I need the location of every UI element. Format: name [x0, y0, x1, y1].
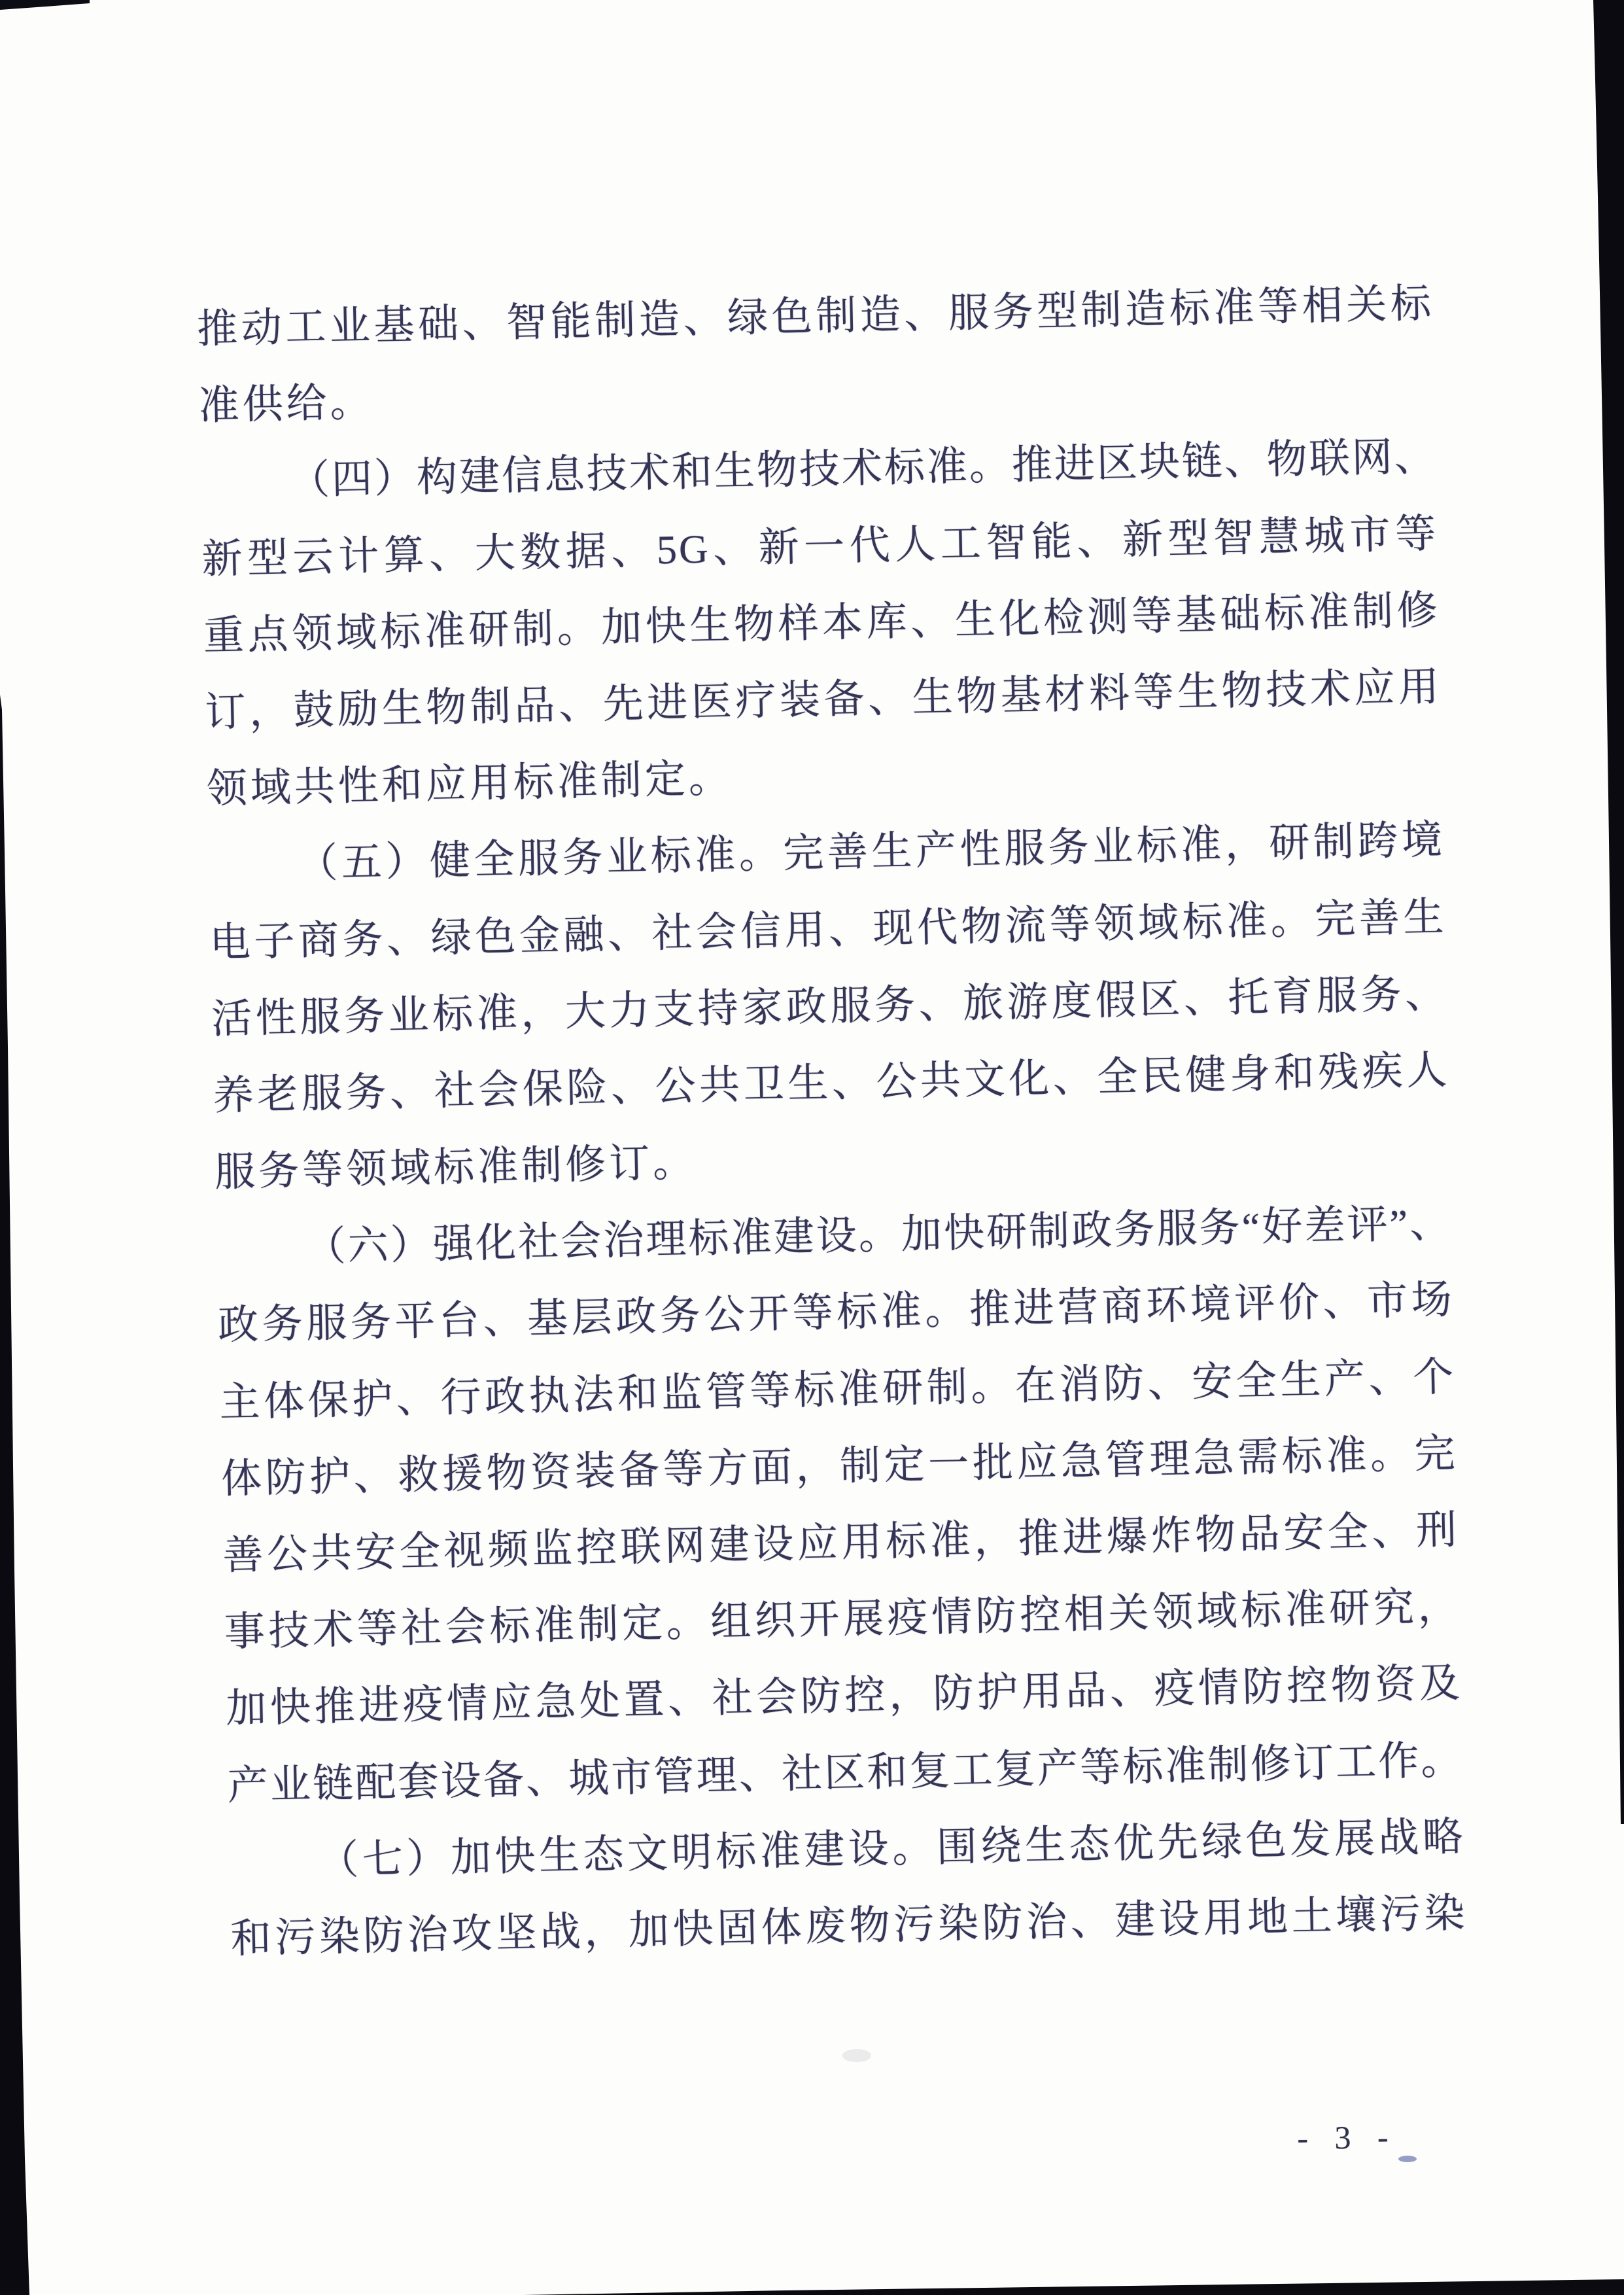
scan-artifact-gray-smudge [842, 2049, 871, 2062]
text-line: 新型云计算、大数据、5G、新一代人工智能、新型智慧城市等 [201, 511, 1438, 582]
page-number: - 3 - [1297, 2118, 1398, 2156]
text-line: 活性服务业标准，大力支持家政服务、旅游度假区、托育服务、 [211, 971, 1448, 1042]
text-line: 主体保护、行政执法和监管等标准研制。在消防、安全生产、个 [218, 1354, 1456, 1426]
text-line: 政务服务平台、基层政务公开等标准。推进营商环境评价、市场 [217, 1278, 1455, 1349]
text-line: 重点领域标准研制。加快生物样本库、生化检测等基础标准制修 [203, 588, 1440, 659]
text-line: （七）加快生态文明标准建设。围绕生态优先绿色发展战略 [317, 1814, 1466, 1883]
text-line: 养老服务、社会保险、公共卫生、公共文化、全民健身和残疾人 [213, 1048, 1450, 1119]
scan-artifact-right-band [1593, 0, 1624, 1824]
text-line: 和污染防治攻坚战，加快固体废物污染防治、建设用地土壤污染 [230, 1891, 1468, 1962]
text-line: （五）健全服务业标准。完善生产性服务业标准，研制跨境 [296, 818, 1445, 887]
text-line: 准供给。 [198, 380, 375, 429]
text-line: 善公共安全视频监控联网建设应用标准，推进爆炸物品安全、刑 [222, 1508, 1459, 1579]
text-line: 加快推进疫情应急处置、社会防控，防护用品、疫情防控物资及 [225, 1661, 1462, 1732]
text-line: 订，鼓励生物制品、先进医疗装备、生物基材料等生物技术应用 [204, 665, 1442, 735]
text-line: 体防护、救援物资装备等方面，制定一批应急管理急需标准。完 [220, 1431, 1458, 1502]
scan-artifact-blue-mark [1398, 2156, 1417, 2162]
text-line: 推动工业基础、智能制造、绿色制造、服务型制造标准等相关标 [196, 281, 1434, 352]
scan-artifact-top-left-bar [0, 0, 90, 10]
text-line: 产业链配套设备、城市管理、社区和复工复产等标准制修订工作。 [227, 1738, 1464, 1809]
scan-artifact-bottom-wedge [523, 2279, 1624, 2295]
text-line: 电子商务、绿色金融、社会信用、现代物流等领域标准。完善生 [209, 894, 1447, 966]
scan-artifact-left-band [0, 695, 29, 2295]
text-line: （六）强化社会治理标准建设。加快研制政务服务“好差评”、 [304, 1201, 1453, 1270]
text-line: （四）构建信息技术和生物技术标准。推进区块链、物联网、 [288, 434, 1438, 504]
text-line: 领域共性和应用标准制定。 [206, 756, 733, 812]
document-text-block [196, 266, 1468, 1978]
text-line: 事技术等社会标准制定。组织开展疫情防控相关领域标准研究， [224, 1585, 1461, 1655]
text-line: 服务等领域标准制修订。 [214, 1140, 697, 1195]
